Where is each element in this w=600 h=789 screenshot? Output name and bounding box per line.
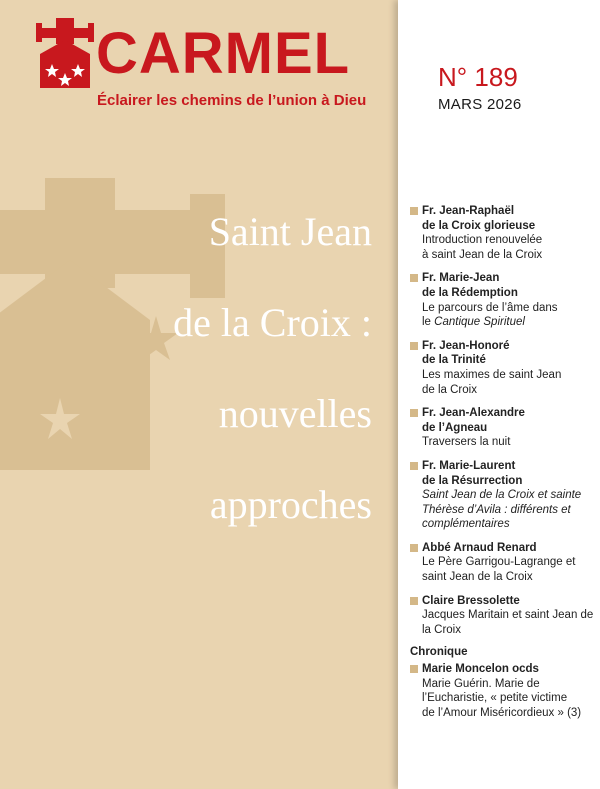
toc-item (410, 204, 596, 262)
toc-title: Les maximes de saint Jean (422, 368, 562, 381)
toc-item (410, 594, 596, 638)
toc-item (410, 541, 596, 585)
issue-number: N° 189 (438, 62, 518, 92)
toc-title: Jacques Maritain et saint Jean de (422, 609, 594, 622)
toc-bullet (410, 342, 418, 350)
chronique-heading: Chronique (410, 646, 468, 659)
toc-author: Claire Bressolette (422, 594, 520, 607)
toc-item (410, 406, 596, 450)
toc-title: Introduction renouvelée (422, 234, 543, 247)
cover-title (173, 186, 372, 550)
carmel-cross-logo-icon (36, 18, 94, 88)
toc-author: de la Croix glorieuse (422, 219, 536, 232)
magazine-brand: CARMEL (96, 21, 351, 86)
toc-item (410, 459, 596, 532)
toc-title: Le Père Garrigou-Lagrange et (422, 556, 576, 569)
toc-author: Fr. Marie-Jean (422, 272, 500, 285)
toc-title: Saint Jean de la Croix et sainte (422, 489, 582, 502)
toc-author: Fr. Jean-Alexandre (422, 407, 525, 420)
toc-title: Marie Guérin. Marie de (422, 677, 540, 690)
toc-title-italic: Cantique Spirituel (434, 316, 525, 329)
cover-title-line: approches (209, 482, 372, 527)
toc-author: de la Résurrection (422, 474, 523, 487)
toc-title: Thérèse d’Avila : différents et (422, 503, 571, 516)
toc-title-prefix: le (422, 316, 435, 329)
toc-author: Fr. Jean-Honoré (422, 339, 510, 352)
toc-item (410, 339, 596, 397)
toc-bullet (410, 274, 418, 282)
toc-bullet (410, 409, 418, 417)
toc-title: à saint Jean de la Croix (422, 248, 543, 261)
toc-title (422, 315, 596, 330)
toc-title: de l’Amour Miséricordieux » (3) (422, 706, 582, 719)
toc-author: Fr. Jean-Raphaël (422, 205, 515, 217)
toc-title: Traversers la nuit (422, 436, 511, 449)
toc-item (410, 662, 596, 720)
toc-bullet (410, 544, 418, 552)
toc-author: Fr. Marie-Laurent (422, 459, 516, 472)
cover-title-line: de la Croix : (173, 300, 372, 345)
toc-bullet (410, 597, 418, 605)
cover-title-line: Saint Jean (208, 209, 372, 254)
issue-date: MARS 2026 (438, 96, 522, 113)
toc-author: Marie Moncelon ocds (422, 663, 539, 676)
magazine-tagline: Éclairer les chemins de l’union à Dieu (97, 92, 367, 109)
toc-author: Abbé Arnaud Renard (422, 541, 537, 554)
toc-author: de la Rédemption (422, 286, 518, 299)
toc-title: de la Croix (422, 383, 477, 396)
toc-bullet (410, 665, 418, 673)
toc-title: la Croix (422, 623, 461, 636)
toc-bullet (410, 462, 418, 470)
toc-author: de l’Agneau (422, 421, 488, 434)
cover-title-line: nouvelles (218, 391, 372, 436)
toc-title: Le parcours de l’âme dans (422, 301, 558, 314)
toc-author: de la Trinité (422, 354, 486, 367)
toc-item (410, 271, 596, 329)
toc-title: l’Eucharistie, « petite victime (422, 692, 568, 705)
toc-title: complémentaires (422, 518, 510, 531)
toc-bullet (410, 207, 418, 215)
toc-title: saint Jean de la Croix (422, 571, 533, 584)
table-of-contents (410, 204, 596, 729)
